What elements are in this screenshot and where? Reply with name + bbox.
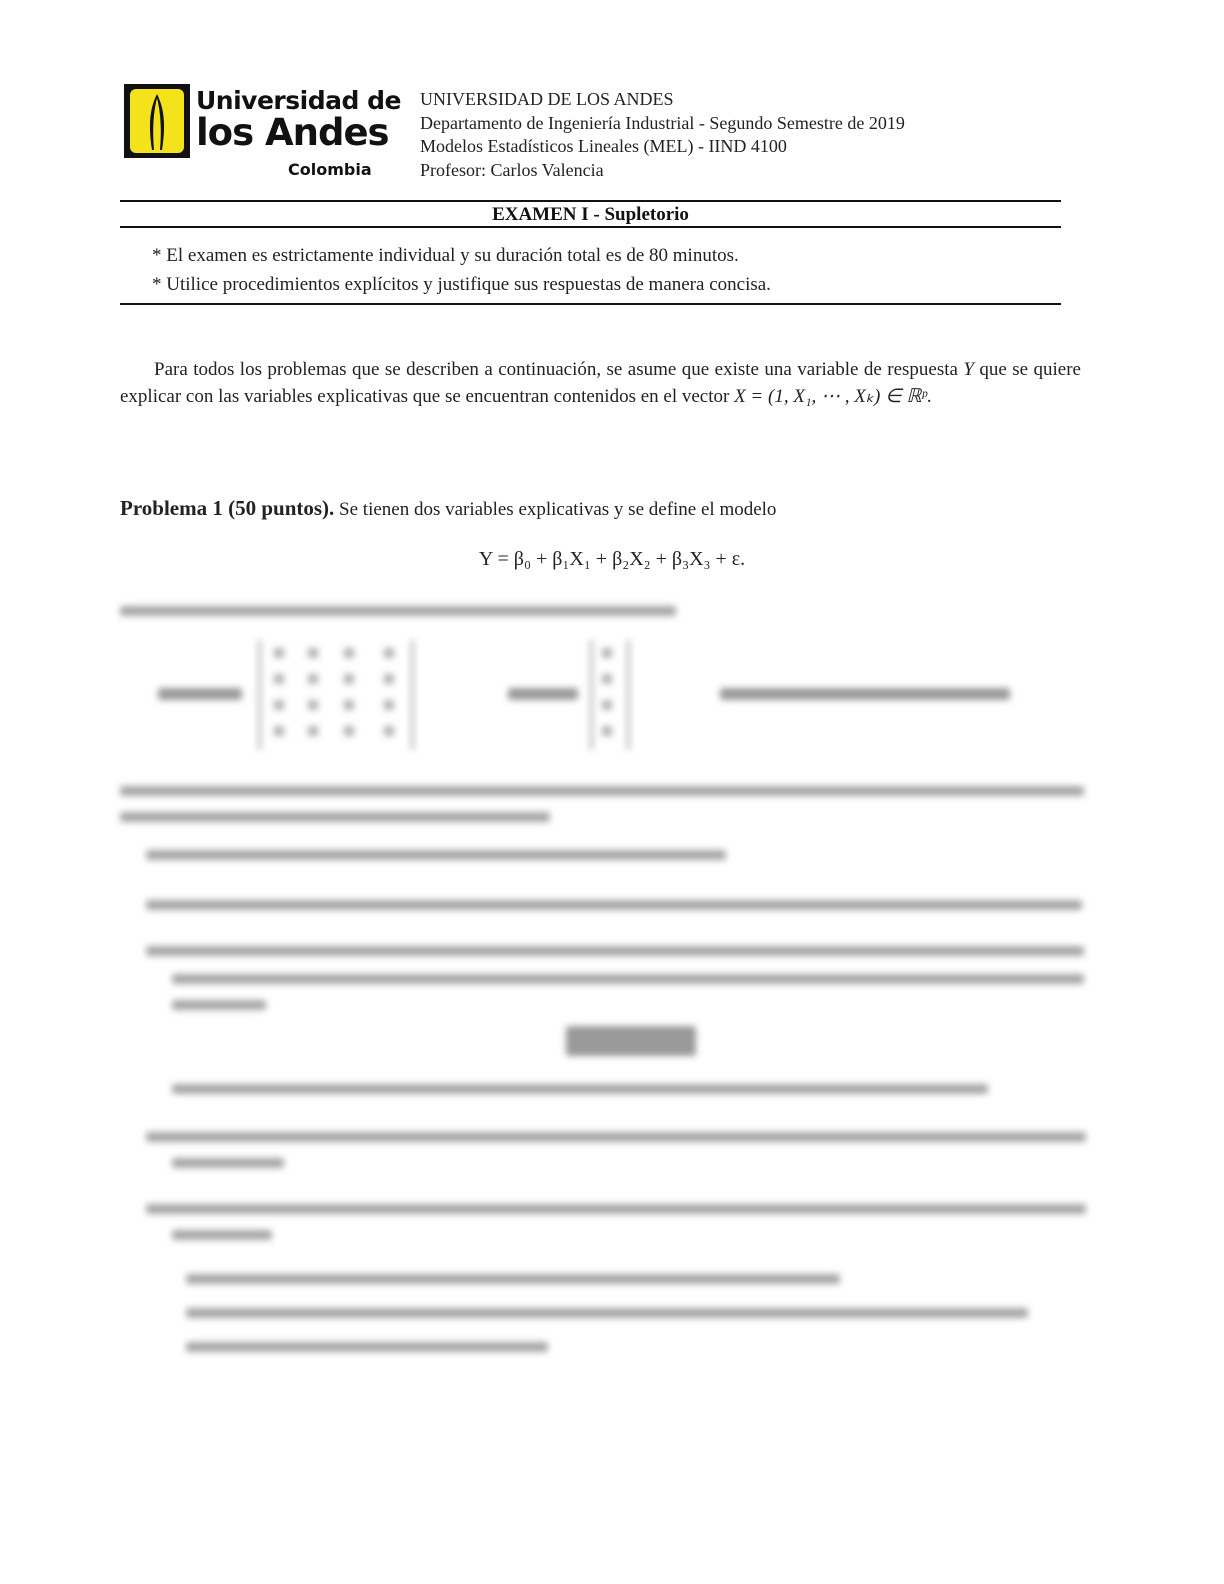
course-line: Modelos Estadísticos Lineales (MEL) - IIND 4100 <box>420 136 787 156</box>
header-info <box>420 88 905 182</box>
intro-paragraph <box>120 356 1081 410</box>
university-name: UNIVERSIDAD DE LOS ANDES <box>420 89 674 109</box>
note-item: * El examen es estrictamente individual y su duración total es de 80 minutos. <box>152 245 739 266</box>
rule-top <box>120 200 1061 202</box>
andes-logo-icon <box>124 84 190 158</box>
note-item: * Utilice procedimientos explícitos y justifique sus respuestas de manera concisa. <box>152 274 771 295</box>
problem-1-text: Se tienen dos variables explicativas y se define el modelo <box>339 499 777 520</box>
university-logo <box>124 84 401 180</box>
logo-text-line3: Colombia <box>288 160 372 179</box>
professor-line: Profesor: Carlos Valencia <box>420 159 604 180</box>
blurred-content <box>0 590 1224 1390</box>
intro-text-2: que se quiere explicar con las variables explicativas que se encuentran contenidos en el vector <box>120 359 1081 407</box>
exam-notes <box>152 241 771 299</box>
intro-var-y: Y <box>963 359 974 380</box>
rule-bottom <box>120 303 1061 305</box>
rule-under-title <box>120 226 1061 228</box>
problem-1-title: Problema 1 (50 puntos). <box>120 496 335 520</box>
problem-1-heading <box>120 496 1081 521</box>
department-line: Departamento de Ingeniería Industrial - Segundo Semestre de 2019 <box>420 112 905 133</box>
model-equation: Y = β₀ + β₁X₁ + β₂X₂ + β₃X₃ + ε. <box>478 548 746 570</box>
intro-vector: X = (1, X₁, ⋯ , Xₖ) ∈ ℝᵖ <box>734 386 927 407</box>
intro-text-1: Para todos los problemas que se describen a continuación, se asume que existe una variable de respuesta <box>154 359 964 380</box>
logo-text-line1: Universidad de <box>196 86 401 115</box>
exam-title: EXAMEN I - Supletorio <box>492 204 689 225</box>
intro-end: . <box>926 386 932 407</box>
logo-text-line2: los Andes <box>196 111 389 154</box>
